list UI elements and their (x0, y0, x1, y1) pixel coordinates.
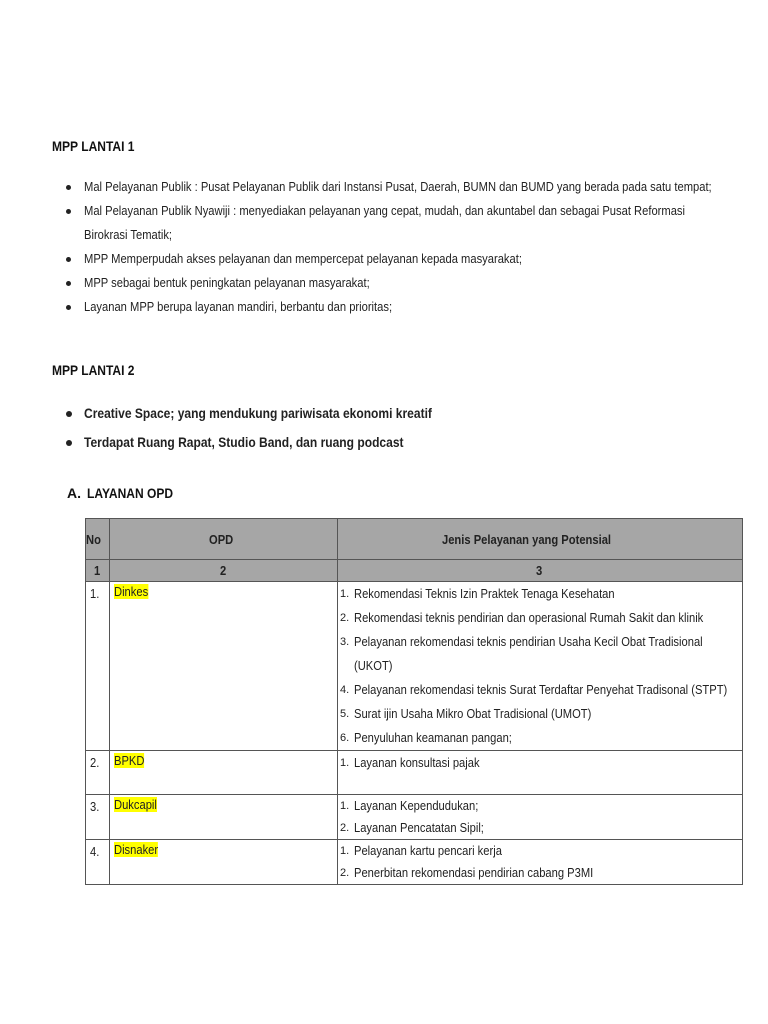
bullet-icon (66, 305, 71, 310)
row-opd: BPKD (110, 751, 338, 795)
row-number: 2. (86, 751, 110, 795)
list-item: Terdapat Ruang Rapat, Studio Band, dan ruang podcast (52, 428, 752, 457)
service-list (338, 751, 742, 775)
list-item: MPP sebagai bentuk peningkatan pelayanan masyarakat; (52, 271, 752, 295)
row-opd: Dukcapil (110, 795, 338, 840)
list-item: Mal Pelayanan Publik : Pusat Pelayanan Publik dari Instansi Pusat, Daerah, BUMN dan BUMD yang berada pada satu tempat; (52, 175, 752, 199)
list-item: 2. Rekomendasi teknis pendirian dan operasional Rumah Sakit dan klinik (340, 610, 704, 625)
list-item: 1. Layanan Kependudukan; (340, 798, 479, 813)
service-list (338, 795, 742, 839)
row-number: 1. (86, 582, 110, 751)
row-opd: Dinkes (110, 582, 338, 751)
list-item: Mal Pelayanan Publik Nyawiji : menyediakan pelayanan yang cepat, mudah, dan akuntabel dan sebagai Pusat Reformasi Birokrasi Tematik; (52, 199, 752, 247)
row-number: 4. (86, 840, 110, 885)
header-no: No (86, 519, 110, 560)
row-opd: Disnaker (110, 840, 338, 885)
list-item: 2. Layanan Pencatatan Sipil; (340, 820, 484, 835)
header-jenis: Jenis Pelayanan yang Potensial (338, 519, 743, 560)
index-opd: 2 (110, 560, 338, 582)
bullet-icon (66, 209, 71, 214)
bullet-icon (66, 185, 71, 190)
lantai1-bullet-list (52, 175, 752, 319)
bullet-icon (66, 257, 71, 262)
header-opd: OPD (110, 519, 338, 560)
row-services (338, 751, 743, 795)
table-row (86, 795, 743, 840)
row-services (338, 795, 743, 840)
list-item: 3. Pelayanan rekomendasi teknis pendirian Usaha Kecil Obat Tradisional (UKOT) (340, 634, 703, 673)
table-row (86, 582, 743, 751)
list-item: 1. Rekomendasi Teknis Izin Praktek Tenaga Kesehatan (340, 586, 615, 601)
section-a-heading (67, 485, 187, 501)
table-index-row (86, 560, 743, 582)
bullet-icon (66, 281, 71, 286)
list-item: Layanan MPP berupa layanan mandiri, berbantu dan prioritas; (52, 295, 752, 319)
list-item: 6. Penyuluhan keamanan pangan; (340, 730, 512, 745)
row-number: 3. (86, 795, 110, 840)
list-item: Creative Space; yang mendukung pariwisata ekonomi kreatif (52, 399, 752, 428)
lantai1-heading: MPP LANTAI 1 (52, 138, 135, 154)
bullet-icon (66, 411, 72, 417)
index-no: 1 (86, 560, 110, 582)
table-row (86, 751, 743, 795)
row-services (338, 840, 743, 885)
bullet-icon (66, 440, 72, 446)
list-item: 1. Layanan konsultasi pajak (340, 755, 480, 770)
service-list (338, 582, 742, 750)
list-item: 4. Pelayanan rekomendasi teknis Surat Terdaftar Penyehat Tradisonal (STPT) (340, 682, 728, 697)
list-item: 2. Penerbitan rekomendasi pendirian cabang P3MI (340, 865, 594, 880)
list-item: 5. Surat ijin Usaha Mikro Obat Tradisional (UMOT) (340, 706, 592, 721)
list-item: MPP Memperpudah akses pelayanan dan mempercepat pelayanan kepada masyarakat; (52, 247, 752, 271)
lantai2-heading: MPP LANTAI 2 (52, 362, 135, 378)
table-header-row (86, 519, 743, 560)
section-letter: A. (67, 485, 81, 501)
lantai2-bullet-list (52, 399, 752, 457)
list-item: 1. Pelayanan kartu pencari kerja (340, 843, 502, 858)
layanan-opd-table (85, 518, 743, 885)
row-services (338, 582, 743, 751)
service-list (338, 840, 742, 884)
section-title: LAYANAN OPD (87, 485, 174, 501)
index-jenis: 3 (338, 560, 743, 582)
table-row (86, 840, 743, 885)
